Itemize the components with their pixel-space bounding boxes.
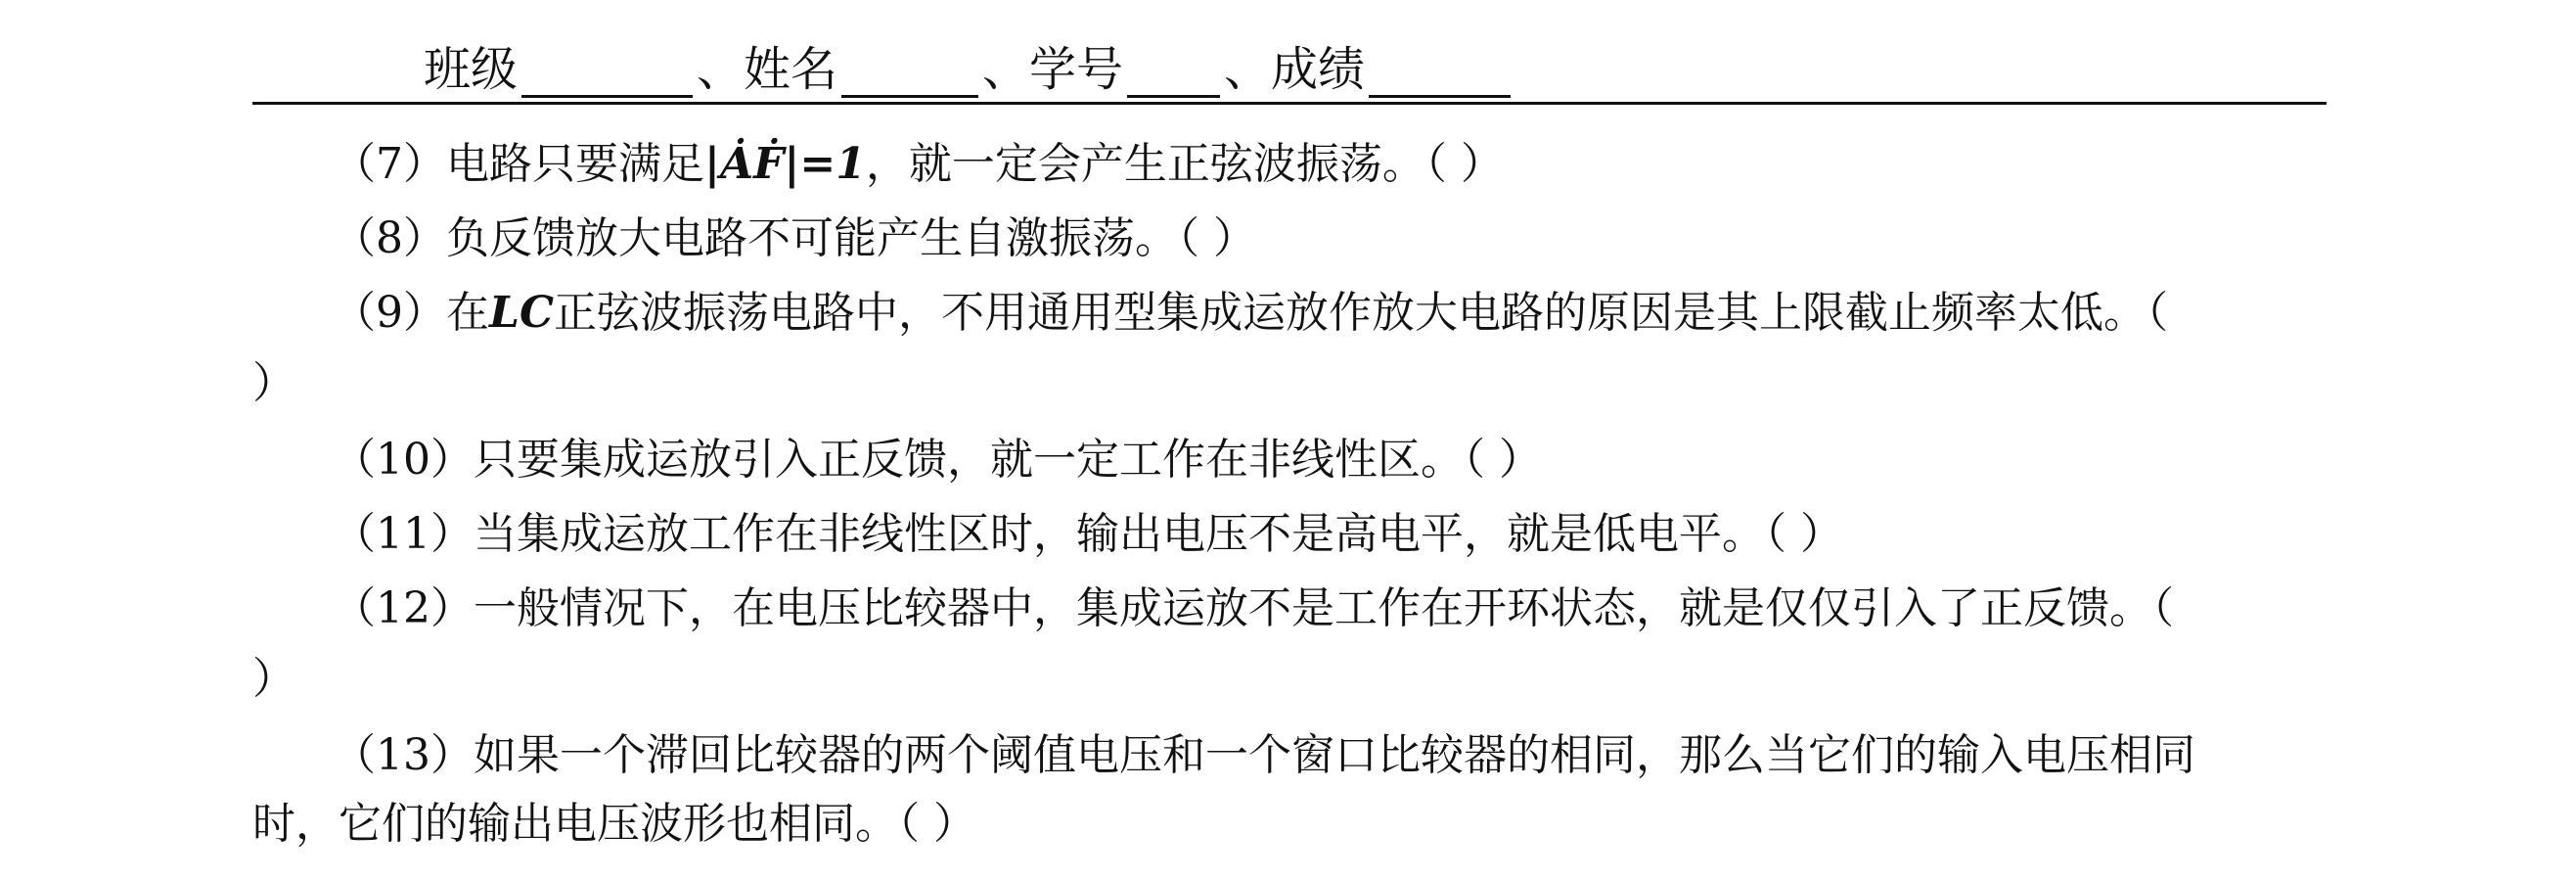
question-number: （10）: [333, 435, 474, 485]
score-label: 、成绩: [1224, 42, 1366, 97]
question-9-continuation: ）: [252, 358, 295, 408]
question-text: 一般情况下，在电压比较器中，集成运放不是工作在开环状态，就是仅仅引入了正反馈。（: [474, 583, 2174, 633]
question-number: （9）: [333, 288, 446, 338]
question-number: （13）: [333, 730, 474, 780]
question-13: [252, 726, 2336, 785]
student-info-row: [424, 41, 1514, 98]
question-text: 电路只要满足: [446, 139, 704, 189]
question-text: 只要集成运放引入正反馈，就一定工作在非线性区。（ ）: [474, 435, 1542, 485]
question-number: （12）: [333, 583, 474, 633]
question-text: 在: [446, 288, 489, 338]
question-text: 如果一个滞回比较器的两个阈值电压和一个窗口比较器的相同，那么当它们的输入电压相同: [474, 730, 2195, 780]
question-text: 负反馈放大电路不可能产生自激振荡。（ ）: [446, 213, 1256, 263]
question-number: （11）: [333, 509, 474, 559]
question-13-continuation: 时，它们的输出电压波形也相同。（ ）: [252, 799, 976, 849]
class-label: 班级: [424, 42, 519, 97]
name-label: 、姓名: [697, 42, 838, 97]
question-text: 当集成运放工作在非线性区时，输出电压不是高电平，就是低电平。（ ）: [474, 509, 1843, 559]
question-10: [252, 431, 2336, 489]
question-number: （7）: [333, 139, 446, 189]
question-text: ，就一定会产生正弦波振荡。（ ）: [865, 139, 1504, 189]
page-header: [252, 41, 2327, 105]
math-expression: LC: [489, 288, 554, 338]
question-12-continuation: ）: [252, 654, 295, 704]
score-blank: [1369, 50, 1511, 98]
question-text: 正弦波振荡电路中，不用通用型集成运放作放大电路的原因是其上限截止频率太低。（: [553, 288, 2168, 338]
class-blank: [521, 50, 693, 98]
student-id-label: 、学号: [982, 42, 1124, 97]
question-12: [252, 580, 2336, 638]
question-number: （8）: [333, 213, 446, 263]
name-blank: [841, 50, 978, 98]
question-11: [252, 505, 2336, 564]
math-expression: |ȦḞ|=1: [704, 139, 866, 189]
question-9: [252, 284, 2336, 343]
question-8: [252, 209, 2336, 268]
student-id-blank: [1127, 50, 1220, 98]
question-7: [252, 135, 2336, 194]
